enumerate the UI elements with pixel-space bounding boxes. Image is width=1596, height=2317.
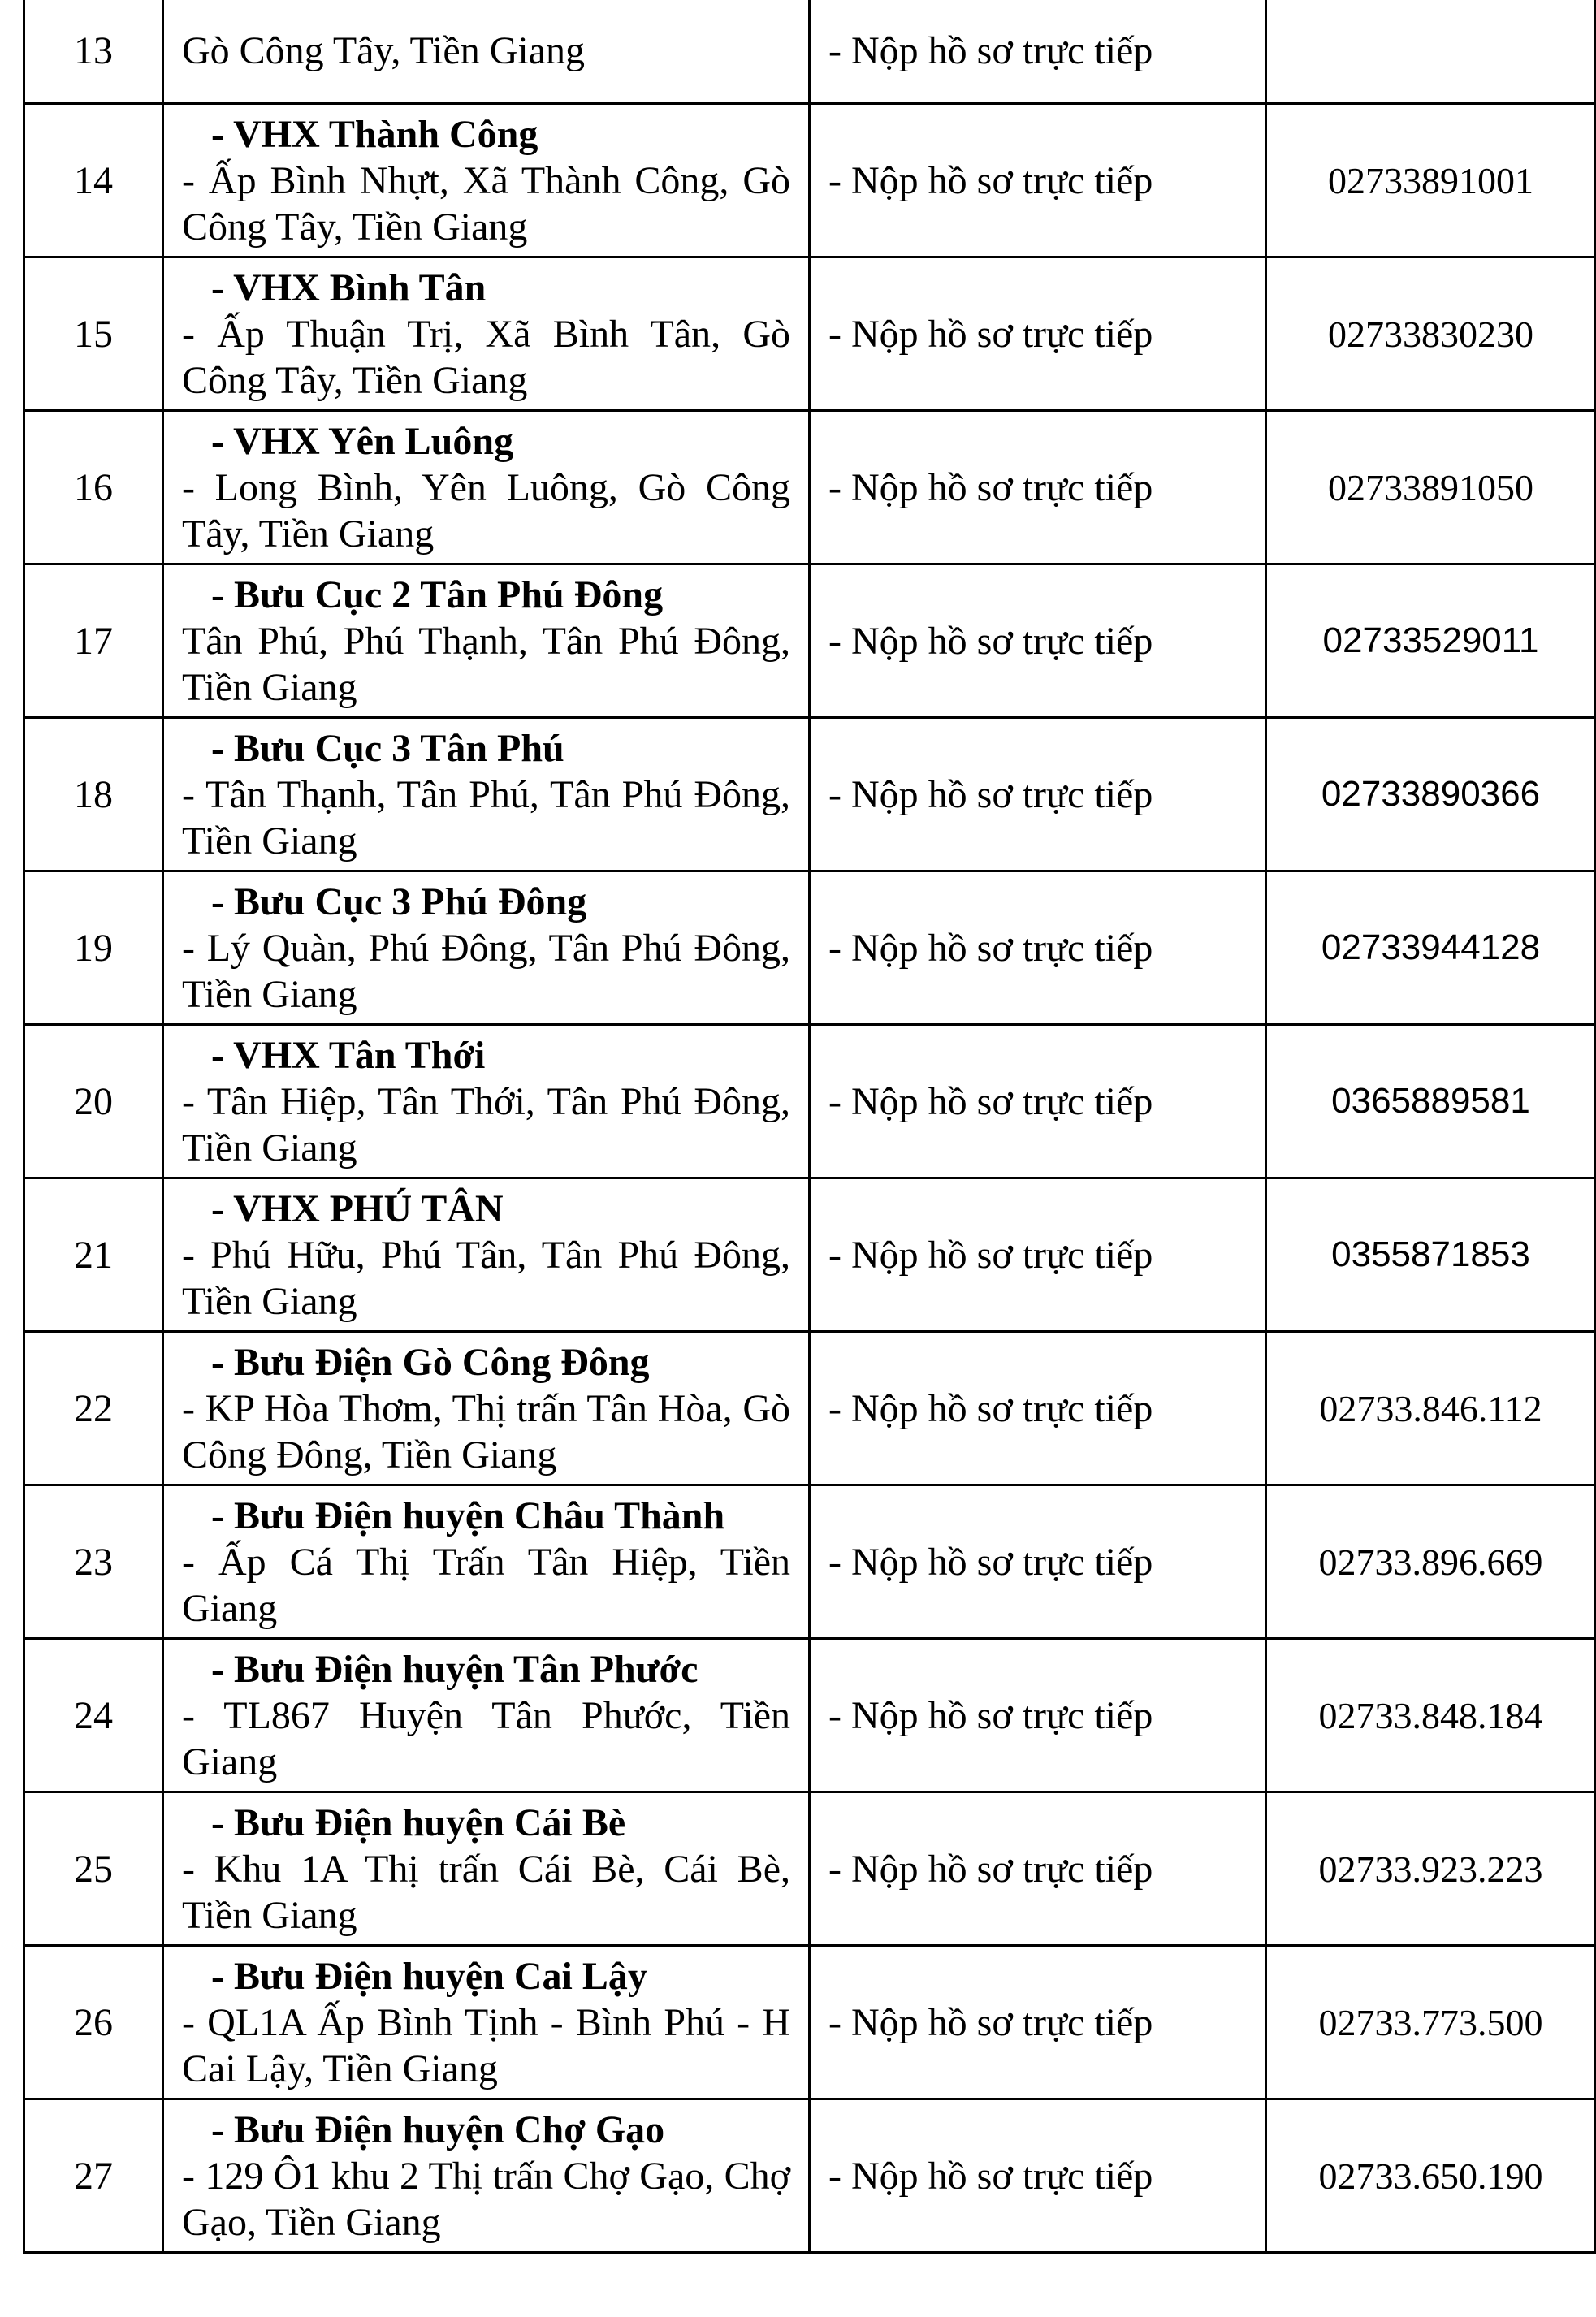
office-address: - Ấp Bình Nhựt, Xã Thành Công, Gò Công Tây, Tiền Giang (182, 158, 790, 249)
submission-method: - Nộp hồ sơ trực tiếp (810, 1946, 1266, 2099)
office-address: - KP Hòa Thơm, Thị trấn Tân Hòa, Gò Công Đông, Tiền Giang (182, 1386, 790, 1476)
office-address: - Phú Hữu, Phú Tân, Tân Phú Đông, Tiền Giang (182, 1233, 790, 1323)
submission-method: - Nộp hồ sơ trực tiếp (810, 411, 1266, 564)
table-row (24, 718, 1596, 871)
phone-number (1266, 0, 1596, 104)
office-cell (163, 1178, 810, 1332)
office-name: - Bưu Điện huyện Cái Bè (211, 1800, 626, 1844)
submission-method: - Nộp hồ sơ trực tiếp (810, 257, 1266, 411)
office-name: - VHX Thành Công (211, 112, 538, 156)
office-cell (163, 257, 810, 411)
row-number: 13 (24, 0, 163, 104)
office-name: - Bưu Cục 3 Tân Phú (211, 726, 564, 770)
phone-number: 02733891050 (1266, 411, 1596, 564)
submission-method: - Nộp hồ sơ trực tiếp (810, 1025, 1266, 1178)
office-name: - Bưu Điện huyện Cai Lậy (211, 1954, 647, 1998)
phone-number: 02733.848.184 (1266, 1639, 1596, 1792)
row-number: 21 (24, 1178, 163, 1332)
office-address: - QL1A Ấp Bình Tịnh - Bình Phú - H Cai Lậy, Tiền Giang (182, 2000, 790, 2090)
office-address: - Tân Hiệp, Tân Thới, Tân Phú Đông, Tiền Giang (182, 1079, 790, 1169)
office-cell (163, 1792, 810, 1946)
office-address: - TL867 Huyện Tân Phước, Tiền Giang (182, 1693, 790, 1783)
office-address: Gò Công Tây, Tiền Giang (182, 29, 586, 72)
office-name: - Bưu Cục 3 Phú Đông (211, 880, 587, 923)
row-number: 26 (24, 1946, 163, 2099)
office-name: - VHX Bình Tân (211, 266, 487, 309)
table-row (24, 1792, 1596, 1946)
submission-method: - Nộp hồ sơ trực tiếp (810, 0, 1266, 104)
office-name: - VHX PHÚ TÂN (211, 1187, 504, 1230)
submission-method: - Nộp hồ sơ trực tiếp (810, 871, 1266, 1025)
offices-table-body (24, 0, 1596, 2253)
row-number: 17 (24, 564, 163, 718)
office-address: Tân Phú, Phú Thạnh, Tân Phú Đông, Tiền Giang (182, 619, 790, 709)
table-row (24, 0, 1596, 104)
office-name: - Bưu Điện huyện Châu Thành (211, 1494, 725, 1537)
table-row (24, 1639, 1596, 1792)
office-name: - Bưu Điện Gò Công Đông (211, 1340, 650, 1384)
submission-method: - Nộp hồ sơ trực tiếp (810, 1178, 1266, 1332)
phone-number: 02733890366 (1266, 718, 1596, 871)
submission-method: - Nộp hồ sơ trực tiếp (810, 2099, 1266, 2253)
row-number: 14 (24, 104, 163, 257)
row-number: 19 (24, 871, 163, 1025)
phone-number: 02733830230 (1266, 257, 1596, 411)
row-number: 23 (24, 1485, 163, 1639)
row-number: 15 (24, 257, 163, 411)
office-cell (163, 1946, 810, 2099)
office-name: - VHX Tân Thới (211, 1033, 486, 1077)
row-number: 22 (24, 1332, 163, 1485)
table-row (24, 2099, 1596, 2253)
table-row (24, 1332, 1596, 1485)
table-row (24, 1025, 1596, 1178)
phone-number: 02733944128 (1266, 871, 1596, 1025)
office-cell (163, 0, 810, 104)
office-address: - Tân Thạnh, Tân Phú, Tân Phú Đông, Tiền Giang (182, 772, 790, 862)
office-name: - Bưu Cục 2 Tân Phú Đông (211, 573, 664, 616)
office-cell (163, 1025, 810, 1178)
phone-number: 0365889581 (1266, 1025, 1596, 1178)
submission-method: - Nộp hồ sơ trực tiếp (810, 564, 1266, 718)
office-cell (163, 1485, 810, 1639)
submission-method: - Nộp hồ sơ trực tiếp (810, 1639, 1266, 1792)
table-row (24, 564, 1596, 718)
row-number: 18 (24, 718, 163, 871)
office-name: - VHX Yên Luông (211, 419, 514, 463)
table-row (24, 411, 1596, 564)
table-row (24, 257, 1596, 411)
phone-number: 02733.846.112 (1266, 1332, 1596, 1485)
table-row (24, 871, 1596, 1025)
phone-number: 0355871853 (1266, 1178, 1596, 1332)
office-address: - Ấp Cá Thị Trấn Tân Hiệp, Tiền Giang (182, 1540, 790, 1630)
row-number: 25 (24, 1792, 163, 1946)
office-address: - Lý Quàn, Phú Đông, Tân Phú Đông, Tiền Giang (182, 926, 790, 1016)
office-cell (163, 411, 810, 564)
submission-method: - Nộp hồ sơ trực tiếp (810, 1792, 1266, 1946)
office-address: - Khu 1A Thị trấn Cái Bè, Cái Bè, Tiền Giang (182, 1847, 790, 1937)
row-number: 20 (24, 1025, 163, 1178)
office-address: - Ấp Thuận Trị, Xã Bình Tân, Gò Công Tây, Tiền Giang (182, 312, 790, 402)
row-number: 24 (24, 1639, 163, 1792)
phone-number: 02733529011 (1266, 564, 1596, 718)
table-row (24, 1946, 1596, 2099)
office-cell (163, 718, 810, 871)
office-cell (163, 871, 810, 1025)
submission-method: - Nộp hồ sơ trực tiếp (810, 104, 1266, 257)
phone-number: 02733.650.190 (1266, 2099, 1596, 2253)
phone-number: 02733.923.223 (1266, 1792, 1596, 1946)
office-address: - Long Bình, Yên Luông, Gò Công Tây, Tiền Giang (182, 465, 790, 555)
table-row (24, 1178, 1596, 1332)
office-cell (163, 104, 810, 257)
submission-method: - Nộp hồ sơ trực tiếp (810, 718, 1266, 871)
submission-method: - Nộp hồ sơ trực tiếp (810, 1485, 1266, 1639)
office-cell (163, 2099, 810, 2253)
phone-number: 02733891001 (1266, 104, 1596, 257)
office-name: - Bưu Điện huyện Chợ Gạo (211, 2107, 665, 2151)
office-name: - Bưu Điện huyện Tân Phước (211, 1647, 699, 1691)
phone-number: 02733.773.500 (1266, 1946, 1596, 2099)
row-number: 27 (24, 2099, 163, 2253)
office-cell (163, 1332, 810, 1485)
table-row (24, 104, 1596, 257)
office-cell (163, 1639, 810, 1792)
row-number: 16 (24, 411, 163, 564)
offices-table (23, 0, 1596, 2254)
submission-method: - Nộp hồ sơ trực tiếp (810, 1332, 1266, 1485)
phone-number: 02733.896.669 (1266, 1485, 1596, 1639)
office-address: - 129 Ô1 khu 2 Thị trấn Chợ Gạo, Chợ Gạo, Tiền Giang (182, 2154, 790, 2244)
table-row (24, 1485, 1596, 1639)
office-cell (163, 564, 810, 718)
